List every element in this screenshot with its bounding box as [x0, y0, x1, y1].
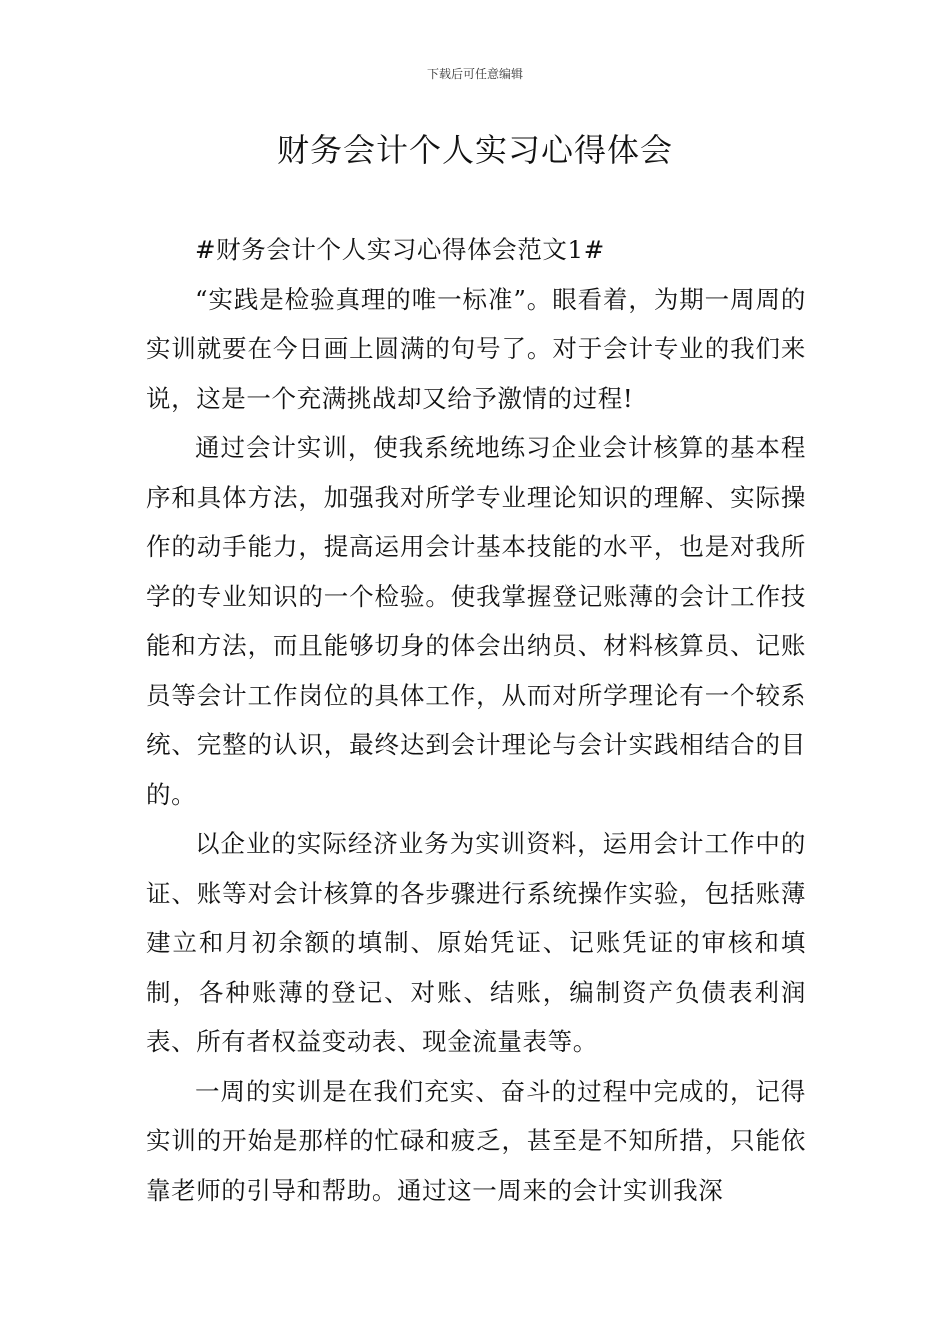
document-body: [146, 225, 806, 1215]
paragraph: 一周的实训是在我们充实、奋斗的过程中完成的，记得实训的开始是那样的忙碌和疲乏，甚至是不知所措，只能依靠老师的引导和帮助。通过这一周来的会计实训我深: [146, 1076, 806, 1205]
paragraph: “实践是检验真理的唯一标准”。眼看着，为期一周周的实训就要在今日画上圆满的句号了。对于会计专业的我们来说，这是一个充满挑战却又给予激情的过程!: [146, 284, 806, 413]
paragraph: 以企业的实际经济业务为实训资料，运用会计工作中的证、账等对会计核算的各步骤进行系统操作实验，包括账薄建立和月初余额的填制、原始凭证、记账凭证的审核和填制，各种账薄的登记、对账、结账，编制资产负债表利润表、所有者权益变动表、现金流量表等。: [146, 829, 806, 1056]
paragraph: 通过会计实训，使我系统地练习企业会计核算的基本程序和具体方法，加强我对所学专业理论知识的理解、实际操作的动手能力，提高运用会计基本技能的水平，也是对我所学的专业知识的一个检验。使我掌握登记账薄的会计工作技能和方法，而且能够切身的体会出纳员、材料核算员、记账员等会计工作岗位的具体工作，从而对所学理论有一个较系统、完整的认识，最终达到会计理论与会计实践相结合的目的。: [146, 433, 806, 809]
header-note: 下载后可任意编辑: [426, 67, 523, 81]
document-title: 财务会计个人实习心得体会: [276, 131, 673, 169]
paragraph-heading: #财务会计个人实习心得体会范文1#: [195, 235, 605, 264]
